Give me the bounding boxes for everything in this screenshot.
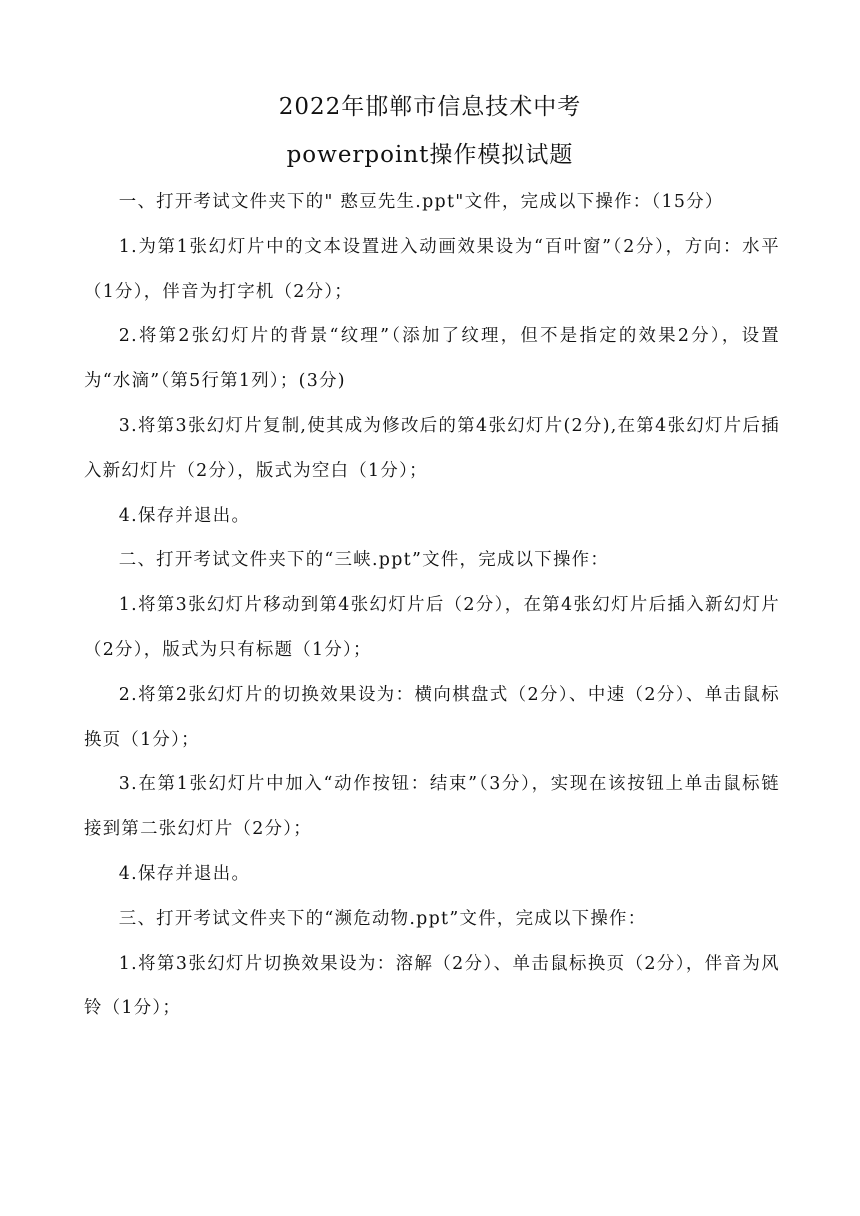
task-item: 1.为第1张幻灯片中的文本设置进入动画效果设为“百叶窗”（2分），方向：水平（1分），伴音为打字机（2分）；	[84, 236, 780, 302]
task-item: 4.保存并退出。	[118, 505, 251, 526]
task-item: 3.在第1张幻灯片中加入“动作按钮：结束”（3分），实现在该按钮上单击鼠标链接到第二张幻灯片（2分）；	[84, 774, 780, 840]
task-item: 2.将第2张幻灯片的切换效果设为：横向棋盘式（2分）、中速（2分）、单击鼠标换页（1分）；	[84, 684, 780, 750]
section-heading-3: 三、打开考试文件夹下的“濒危动物.ppt”文件，完成以下操作：	[118, 908, 647, 929]
task-item: 2.将第2张幻灯片的背景“纹理”（添加了纹理，但不是指定的效果2分），设置为“水滴”（第5行第1列）；(3分)	[84, 326, 780, 392]
task-item: 1.将第3张幻灯片移动到第4张幻灯片后（2分），在第4张幻灯片后插入新幻灯片（2分），版式为只有标题（1分）；	[84, 595, 780, 660]
document-subtitle: powerpoint操作模拟试题	[286, 142, 574, 168]
task-item: 4.保存并退出。	[118, 863, 251, 884]
section-heading-1: 一、打开考试文件夹下的" 憨豆先生.ppt"文件，完成以下操作：（15分）	[118, 192, 724, 212]
section-heading-2: 二、打开考试文件夹下的“三峡.ppt”文件，完成以下操作：	[118, 550, 610, 571]
task-item: 1.将第3张幻灯片切换效果设为：溶解（2分）、单击鼠标换页（2分），伴音为风铃（1分）；	[84, 953, 780, 1019]
document-body	[84, 180, 780, 1031]
task-item: 3.将第3张幻灯片复制,使其成为修改后的第4张幻灯片(2分),在第4张幻灯片后插入新幻灯片（2分），版式为空白（1分）；	[84, 415, 780, 481]
document-title: 2022年邯郸市信息技术中考	[278, 94, 582, 120]
